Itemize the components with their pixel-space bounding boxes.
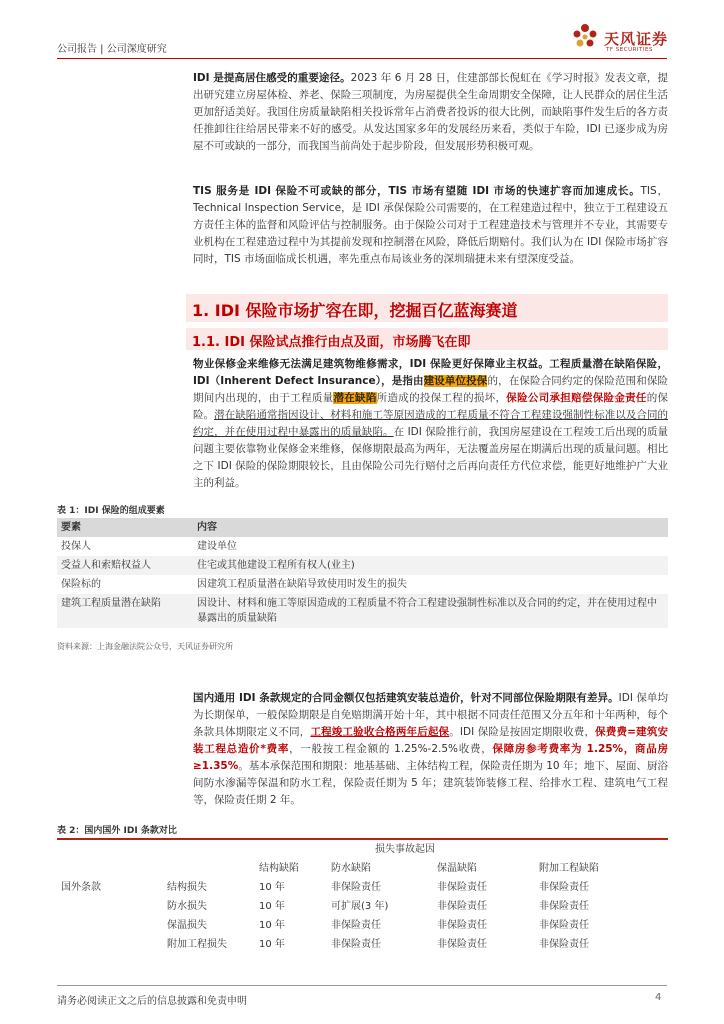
table-idi-comparison	[57, 838, 668, 954]
table-cell: 因设计、材料和施工等原因造成的工程质量不符合工程建设强制性标准以及合同的约定，并在使用过程中暴露出的质量缺陷	[193, 594, 668, 628]
red-emphasis: 保费费=建筑安装工程总造价*费率	[193, 726, 668, 755]
table1-caption: 表 1：IDI 保险的组成要素	[57, 506, 165, 516]
logo-subtext: TF SECURITIES	[606, 47, 653, 53]
table-row	[57, 537, 668, 556]
paragraph-idi-terms	[193, 690, 668, 809]
row-label: 防水损失	[167, 901, 207, 912]
red-emphasis: 工程竣工验收合格两年后起保	[310, 726, 450, 738]
table-cell: 非保险责任	[437, 920, 487, 931]
table-cell: 可扩展(3 年)	[331, 901, 389, 912]
table-header-row	[57, 859, 668, 878]
highlight-text: 潜在缺陷	[333, 392, 377, 404]
table-cell: 10 年	[259, 882, 285, 893]
table-header-cell: 内容	[193, 518, 668, 537]
table-header-cell: 附加工程缺陷	[539, 863, 599, 874]
table-row	[57, 575, 668, 594]
logo-text: 天风证券	[604, 30, 669, 48]
table-cell: 非保险责任	[437, 939, 487, 950]
para-text: 在 IDI 保险推行前，我国房屋建设在工程竣工后出现的质量问题主要依靠物业保修金来维修，保修期限最高为两年，无法覆盖房屋在期满后出现的质量问题。相比之下 IDI 保险的保险期限较长，且由保险公司先行赔付之后再向责任方代位求偿，能更好地维护广大业主的利益。	[193, 426, 669, 489]
section-label: 国外条款	[61, 882, 101, 893]
table-cell: 非保险责任	[331, 939, 381, 950]
table-cell: 10 年	[259, 920, 285, 931]
row-label: 结构损失	[167, 882, 207, 893]
table-cell: 10 年	[259, 939, 285, 950]
red-emphasis: 保障房参考费率为 1.25%，商品房≥1.35%	[193, 743, 668, 772]
table1-source: 资料来源：上海金融法院公众号，天风证券研究所	[57, 642, 233, 651]
para-text: 的，在保险合同约定的保险范围和保险期间内出现的，由于工程质量	[193, 375, 669, 404]
table-row	[57, 916, 668, 935]
group-header: 损失事故起因	[255, 839, 668, 859]
para-text: 工程质量潜在缺陷保险，IDI（Inherent Defect Insurance），是指由	[193, 358, 669, 387]
table-group-header-row	[57, 839, 668, 859]
table-cell: 10 年	[259, 901, 285, 912]
table-row	[57, 897, 668, 916]
red-emphasis: 保险公司承担赔偿保险金责任	[506, 392, 647, 404]
para-lead: IDI 是提高居住感受的重要途径。	[193, 72, 351, 84]
table-cell: 非保险责任	[437, 901, 487, 912]
table-cell: 建设单位	[197, 541, 237, 552]
para-text: 的保险。	[193, 392, 669, 421]
paragraph-idi-importance	[193, 70, 668, 155]
page-number: 4	[655, 992, 662, 1003]
page-header	[0, 0, 724, 66]
table-idi-elements	[57, 518, 668, 628]
para-lead: 物业保修金来维修无法满足建筑物维修需求，IDI 保险更好保障业主权益。	[193, 358, 550, 370]
table-row	[57, 935, 668, 954]
table-cell: 非保险责任	[437, 882, 487, 893]
footer-divider	[57, 985, 667, 986]
underlined-text: 潜在缺陷通常指因设计、材料和施工等原因造成的工程质量不符合工程建设强制性标准以及合同的约定，并在使用过程中暴露出的质量缺陷。	[193, 409, 669, 438]
row-label: 附加工程损失	[167, 939, 227, 950]
para-lead: TIS 服务是 IDI 保险不可或缺的部分，TIS 市场有望随 IDI 市场的快速扩容而加速成长。	[193, 185, 641, 197]
highlight-text: 建设单位投保	[423, 375, 488, 387]
para-text: ，一般按工程金额的 1.25%-2.5%收费，	[289, 743, 493, 755]
report-type: 公司报告 | 公司深度研究	[57, 44, 167, 55]
para-text: TIS，Technical Inspection Service，是 IDI 承保保险公司需要的，在工程建造过程中，独立于工程建设五方责任主体的监督和风险评估与控制服务。由于保险公司对于工程建造技术与管理并不专业，其需要专业机构在工程建造过程中为其提前发现和控制潜在风险，降低后期赔付。我们认为在 IDI 保险市场扩容同时，TIS 市场面临成长机遇，率先重点布局该业务的深圳瑞捷未来有望深度受益。	[193, 185, 668, 265]
table-cell: 因建筑工程质量潜在缺陷导致使用时发生的损失	[197, 579, 407, 590]
table-cell: 保险标的	[61, 579, 101, 590]
table-cell: 非保险责任	[331, 920, 381, 931]
table-header-cell: 结构缺陷	[259, 863, 299, 874]
para-lead: 国内通用 IDI 条款规定的合同金额仅包括建筑安装总造价，针对不同部位保险期限有差异。	[193, 692, 619, 704]
table-cell: 非保险责任	[331, 882, 381, 893]
tf-logo-icon	[570, 22, 600, 52]
footer-disclaimer: 请务必阅读正文之后的信息披露和免责申明	[57, 996, 247, 1007]
table-cell: 非保险责任	[539, 920, 589, 931]
table-cell: 投保人	[61, 541, 91, 552]
para-text: 。基本承保范围和期限：地基基础、主体结构工程，保险责任期为 10 年；地下、屋面、厨浴间防水渗漏等保温和防水工程，保险责任期为 5 年；建筑装饰装修工程、给排水工程、建筑电气工程等，保险责任期 2 年。	[193, 760, 668, 806]
table-row	[57, 556, 668, 575]
para-text: 。IDI 保险是按固定期限收费，	[449, 726, 596, 738]
table-cell: 建筑工程质量潜在缺陷	[57, 594, 193, 628]
table-row	[57, 878, 668, 897]
table2-caption: 表 2：国内国外 IDI 条款对比	[57, 826, 177, 836]
paragraph-idi-definition	[193, 356, 668, 492]
para-text: 2023 年 6 月 28 日，住建部部长倪虹在《学习时报》发表文章，提出研究建立房屋体检、养老、保险三项制度，为房屋提供全生命周期安全保障，让人民群众的居住生活更加舒适美好。我国住房质量缺陷相关投诉常年占消费者投诉的很大比例，而缺陷事件发生后的各方责任推卸往往给居民带来不好的感受。从发达国家多年的发展经历来看，类似于车险，IDI 已逐步成为房屋不可或缺的一部分，而我国当前尚处于起步阶段，但发展形势积极可观。	[193, 72, 668, 152]
table-cell: 非保险责任	[539, 882, 589, 893]
table-header-cell: 保温缺陷	[437, 863, 477, 874]
table-row	[57, 594, 668, 628]
header-divider	[57, 58, 667, 59]
table-cell: 住宅或其他建设工程所有权人(业主)	[193, 556, 668, 575]
para-text: 所造成的投保工程的损坏，	[376, 392, 507, 404]
row-label: 保温损失	[167, 920, 207, 931]
table-cell: 受益人和索赔权益人	[57, 556, 193, 575]
section-heading-1-1: 1.1. IDI 保险试点推行由点及面，市场腾飞在即	[186, 328, 668, 350]
para-text: IDI 保单均为长期保单，一般保险期限是自免赔期满开始十年，其中根据不同责任范围又分五年和十年两种，每个条款具体期限定义不同，	[193, 692, 668, 738]
table-cell: 非保险责任	[539, 939, 589, 950]
table-header-cell: 防水缺陷	[331, 863, 371, 874]
section-heading-1: 1. IDI 保险市场扩容在即，挖掘百亿蓝海赛道	[186, 294, 668, 322]
table-cell: 非保险责任	[539, 901, 589, 912]
table-header-cell: 要素	[57, 518, 193, 537]
paragraph-tis	[193, 183, 668, 268]
table-header-row	[57, 518, 668, 537]
